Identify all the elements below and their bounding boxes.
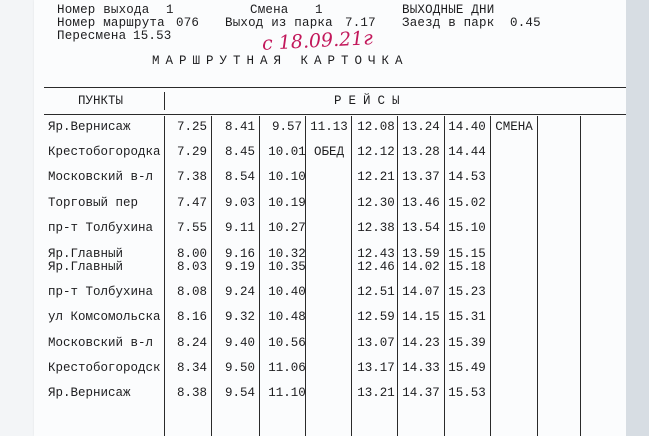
departure-time: 13.28 — [402, 145, 440, 159]
departure-time: 9.03 — [224, 196, 255, 210]
departure-time: 14.37 — [402, 386, 440, 400]
stop-name: Яр.Вернисаж — [48, 386, 131, 400]
departure-time: 15.39 — [448, 336, 486, 350]
departure-time: 11.10 — [268, 386, 306, 400]
departure-time: 8.08 — [176, 285, 207, 299]
scan-background-edge — [626, 0, 649, 436]
departure-time: 15.49 — [448, 361, 486, 375]
departure-time: 13.17 — [357, 361, 395, 375]
departure-time: 13.21 — [357, 386, 395, 400]
stop-name: Яр.Главный — [48, 247, 124, 261]
departure-time: 9.57 — [271, 120, 302, 134]
departure-time: 9.11 — [224, 221, 255, 235]
table-top-border — [44, 87, 626, 88]
trips-column-header: РЕЙСЫ — [334, 94, 407, 108]
departure-time: 12.59 — [357, 310, 395, 324]
card-title: МАРШРУТНАЯ КАРТОЧКА — [152, 54, 409, 68]
depot-return-label: Заезд в парк — [402, 16, 495, 30]
departure-time: 13.54 — [402, 221, 440, 235]
departure-time: 8.38 — [176, 386, 207, 400]
shift-value: 1 — [315, 3, 323, 17]
departure-time: 13.07 — [357, 336, 395, 350]
depot-return-value: 0.45 — [510, 16, 541, 30]
departure-time: 13.24 — [402, 120, 440, 134]
departure-time: 8.00 — [176, 247, 207, 261]
departure-time: 14.40 — [448, 120, 486, 134]
departure-time: 10.10 — [268, 170, 306, 184]
departure-time: 11.06 — [268, 361, 306, 375]
route-number-value: 076 — [176, 16, 200, 30]
departure-time: 12.30 — [357, 196, 395, 210]
departure-time: 9.40 — [224, 336, 255, 350]
route-number-label: Номер маршрута — [57, 16, 165, 30]
departure-time: 8.54 — [224, 170, 255, 184]
departure-time: 14.23 — [402, 336, 440, 350]
shift-label: Смена — [250, 3, 289, 17]
departure-time: 15.53 — [448, 386, 486, 400]
departure-time: 14.07 — [402, 285, 440, 299]
departure-time: 7.29 — [176, 145, 207, 159]
departure-time: 9.16 — [224, 247, 255, 261]
departure-time: 9.54 — [224, 386, 255, 400]
departure-time: 10.01 — [268, 145, 306, 159]
departure-time: 13.46 — [402, 196, 440, 210]
departure-time: 12.08 — [357, 120, 395, 134]
departure-time: 14.33 — [402, 361, 440, 375]
exit-number-label: Номер выхода — [57, 3, 150, 17]
departure-time: 14.02 — [402, 260, 440, 274]
departure-time: 10.35 — [268, 260, 306, 274]
header-divider — [164, 92, 165, 110]
departure-time: 15.02 — [448, 196, 486, 210]
departure-time: 15.23 — [448, 285, 486, 299]
departure-time: 8.41 — [224, 120, 255, 134]
stop-name: Крестобогородка — [48, 145, 161, 159]
column-line — [580, 116, 581, 436]
departure-time: 10.19 — [268, 196, 306, 210]
departure-time: 15.18 — [448, 260, 486, 274]
departure-time: 13.59 — [402, 247, 440, 261]
departure-time: 9.24 — [224, 285, 255, 299]
table-header-bottom-border — [44, 114, 626, 115]
handwritten-date-note: с 18.09.21г — [261, 27, 374, 55]
departure-time: 7.55 — [176, 221, 207, 235]
departure-time: 15.10 — [448, 221, 486, 235]
departure-time: 12.21 — [357, 170, 395, 184]
departure-time: 12.12 — [357, 145, 395, 159]
departure-time: 11.13 — [310, 120, 348, 134]
stop-name: Крестобогородск — [48, 361, 161, 375]
departure-time: 8.34 — [176, 361, 207, 375]
departure-time: 9.19 — [224, 260, 255, 274]
depot-exit-label: Выход из парка — [225, 16, 333, 30]
stop-name: Яр.Вернисаж — [48, 120, 131, 134]
departure-time: 7.25 — [176, 120, 207, 134]
departure-time: 12.38 — [357, 221, 395, 235]
changeover-value: 15.53 — [133, 29, 172, 43]
stop-name: пр-т Толбухина — [48, 221, 154, 235]
stop-name: Московский в-л — [48, 336, 154, 350]
departure-time: 12.46 — [357, 260, 395, 274]
stops-column-header: ПУНКТЫ — [78, 94, 124, 108]
departure-time: 12.51 — [357, 285, 395, 299]
departure-time: 7.38 — [176, 170, 207, 184]
departure-time: 15.31 — [448, 310, 486, 324]
stop-name: Московский в-л — [48, 170, 154, 184]
stop-name: ул Комсомольска — [48, 310, 161, 324]
departure-time: 9.32 — [224, 310, 255, 324]
stop-name: Торговый пер — [48, 196, 139, 210]
departure-time: 12.43 — [357, 247, 395, 261]
stop-name: Яр.Главный — [48, 260, 124, 274]
departure-time: 10.48 — [268, 310, 306, 324]
departure-time: 7.47 — [176, 196, 207, 210]
days-off-label: ВЫХОДНЫЕ ДНИ — [402, 3, 495, 17]
stop-name: пр-т Толбухина — [48, 285, 154, 299]
departure-time: 15.15 — [448, 247, 486, 261]
departure-time: 9.50 — [224, 361, 255, 375]
departure-time: 14.15 — [402, 310, 440, 324]
changeover-label: Пересмена — [57, 29, 127, 43]
depot-exit-value: 7.17 — [345, 16, 376, 30]
departure-time: 10.56 — [268, 336, 306, 350]
departure-time: 10.32 — [268, 247, 306, 261]
departure-time: 8.45 — [224, 145, 255, 159]
departure-time: 10.27 — [268, 221, 306, 235]
departure-time: 8.24 — [176, 336, 207, 350]
departure-time: 14.53 — [448, 170, 486, 184]
departure-time: 10.40 — [268, 285, 306, 299]
departure-time: ОБЕД — [313, 145, 344, 159]
departure-time: 14.44 — [448, 145, 486, 159]
departure-time: 13.37 — [402, 170, 440, 184]
departure-time: СМЕНА — [495, 120, 533, 134]
exit-number-value: 1 — [166, 3, 174, 17]
departure-time: 8.16 — [176, 310, 207, 324]
departure-time: 8.03 — [176, 260, 207, 274]
column-line — [537, 116, 538, 436]
